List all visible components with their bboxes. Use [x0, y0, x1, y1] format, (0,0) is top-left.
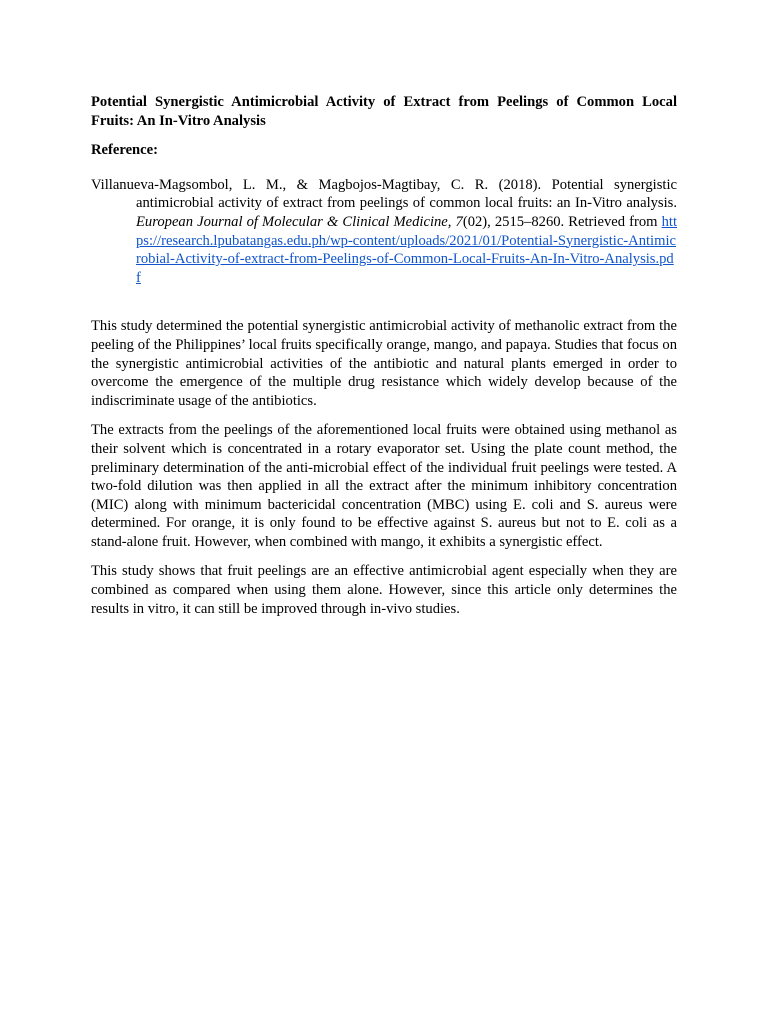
citation-url-link[interactable]: https://research.lpubatangas.edu.ph/wp-content/uploads/2021/01/Potential-Synergistic-Antimicrobial-Activity-of-extract-from-Peelings-of-Common-Local-Fruits-An-In-Vitro-Analysis.pdf [136, 213, 677, 286]
summary-paragraph-2: The extracts from the peelings of the aforementioned local fruits were obtained using methanol as their solvent which is concentrated in a rotary evaporator set. Using the plate count method, the preliminary determination of the anti-microbial effect of the individual fruit peelings were tested. A two-fold dilution was then applied in all the extract after the minimum inhibitory concentration (MIC) along with minimum bactericidal concentration (MBC) using E. coli and S. aureus were determined. For orange, it is only found to be effective against S. aureus but not to E. coli as a stand-alone fruit. However, when combined with mango, it exhibits a synergistic effect. [91, 422, 677, 550]
summary-paragraph-3: This study shows that fruit peelings are an effective antimicrobial agent especially when they are combined as compared when using them alone. However, since this article only determines the results in vitro, it can still be improved through in-vivo studies. [91, 563, 677, 617]
reference-heading: Reference: [91, 142, 158, 159]
citation-issue-pages: (02), 2515–8260. Retrieved from [462, 213, 662, 230]
summary-paragraph-1: This study determined the potential synergistic antimicrobial activity of methanolic extract from the peeling of the Philippines’ local fruits specifically orange, mango, and papaya. Studies that focus on the synergistic antimicrobial activities of the antibiotic and natural plants emerged in order to overcome the emergence of the multiple drug resistance which widely develop because of the indiscriminate usage of the antibiotics. [91, 318, 677, 409]
document-page [91, 93, 677, 618]
citation-journal: European Journal of Molecular & Clinical Medicine, 7 [136, 213, 463, 230]
citation [91, 176, 677, 288]
document-title: Potential Synergistic Antimicrobial Activity of Extract from Peelings of Common Local Fruits: An In-Vitro Analysis [91, 94, 677, 129]
citation-authors-title: Villanueva-Magsombol, L. M., & Magbojos-Magtibay, C. R. (2018). Potential synergistic antimicrobial activity of extract from peelings of common local fruits: an In-Vitro analysis. [91, 176, 677, 212]
